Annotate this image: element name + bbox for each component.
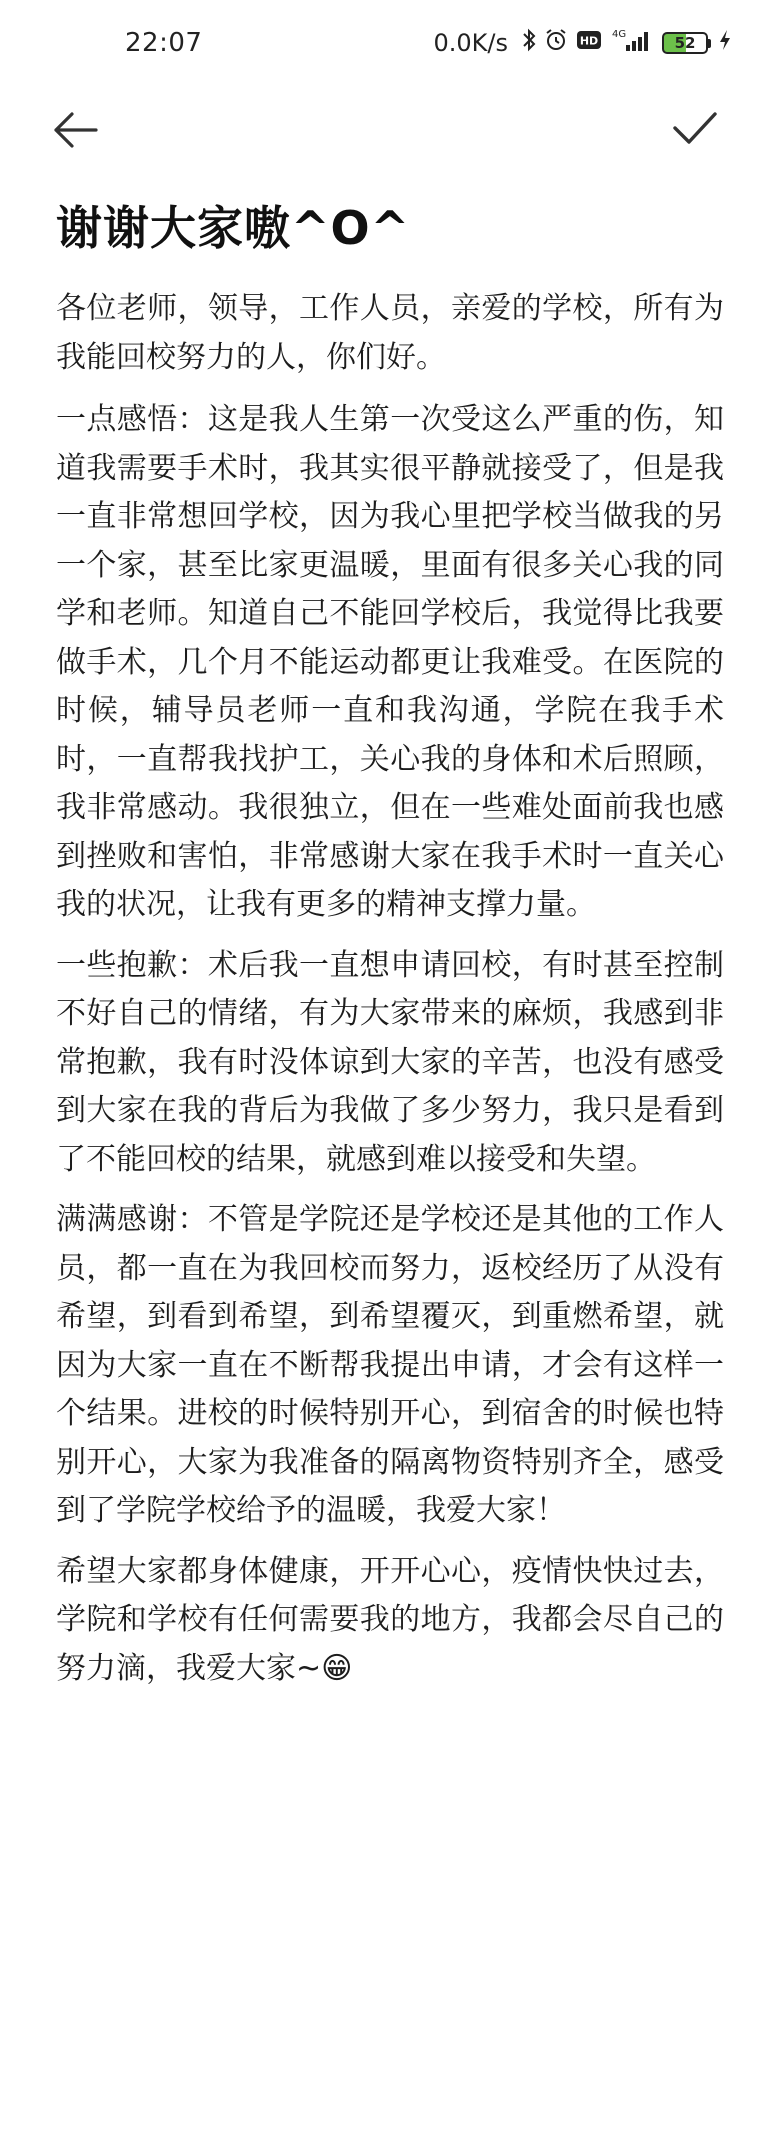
paragraph-reflection: 一点感悟：这是我人生第一次受这么严重的伤，知道我需要手术时，我其实很平静就接受了，但是我一直非常想回学校，因为我心里把学校当做我的另一个家，甚至比家更温暖，里面有很多关心我的同学和老师。知道自己不能回学校后，我觉得比我要做手术，几个月不能运动都更让我难受。在医院的时候，辅导员老师一直和我沟通，学院在我手术时，一直帮我找护工，关心我的身体和术后照顾，我非常感动。我很独立，但在一些难处面前我也感到挫败和害怕，非常感谢大家在我手术时一直关心我的状况，让我有更多的精神支撑力量。	[56, 402, 724, 922]
paragraph-thanks: 满满感谢：不管是学院还是学校还是其他的工作人员，都一直在为我回校而努力，返校经历了从没有希望，到看到希望，到希望覆灭，到重燃希望，就因为大家一直在不断帮我提出申请，才会有这样一个结果。进校的时候特别开心，到宿舍的时候也特别开心，大家为我准备的隔离物资特别齐全，感受到了学院学校给予的温暖，我爱大家！	[56, 1202, 724, 1528]
network-speed: 0.0K/s	[433, 29, 508, 57]
back-button[interactable]	[52, 108, 100, 152]
bluetooth-icon	[522, 28, 536, 58]
alarm-icon	[544, 28, 568, 58]
paragraph-apology: 一些抱歉：术后我一直想申请回校，有时甚至控制不好自己的情绪，有为大家带来的麻烦，我感到非常抱歉，我有时没体谅到大家的辛苦，也没有感受到大家在我的背后为我做了多少努力，我只是看到了不能回校的结果，就感到难以接受和失望。	[56, 947, 724, 1177]
paragraph-greeting: 各位老师，领导，工作人员，亲爱的学校，所有为我能回校努力的人，你们好。	[56, 291, 724, 375]
paragraph-wishes: 希望大家都身体健康，开开心心，疫情快快过去，学院和学校有任何需要我的地方，我都会尽自己的努力滴，我爱大家~😁	[56, 1553, 724, 1686]
top-nav	[0, 90, 759, 170]
arrow-left-icon	[52, 108, 100, 152]
checkmark-icon	[671, 104, 719, 152]
signal-icon	[610, 27, 654, 59]
battery-level: 52	[662, 32, 708, 54]
note-title[interactable]: 谢谢大家嗷^O^	[56, 201, 411, 255]
confirm-button[interactable]	[671, 104, 719, 152]
battery-icon	[662, 32, 711, 54]
status-bar	[0, 0, 759, 90]
status-icons	[434, 27, 732, 59]
status-time: 22:07	[125, 28, 203, 58]
network-type: 4G	[612, 29, 627, 40]
note-body[interactable]	[56, 285, 724, 1705]
hd-icon	[576, 29, 602, 57]
charging-icon	[719, 29, 731, 57]
svg-text:HD: HD	[579, 34, 599, 48]
